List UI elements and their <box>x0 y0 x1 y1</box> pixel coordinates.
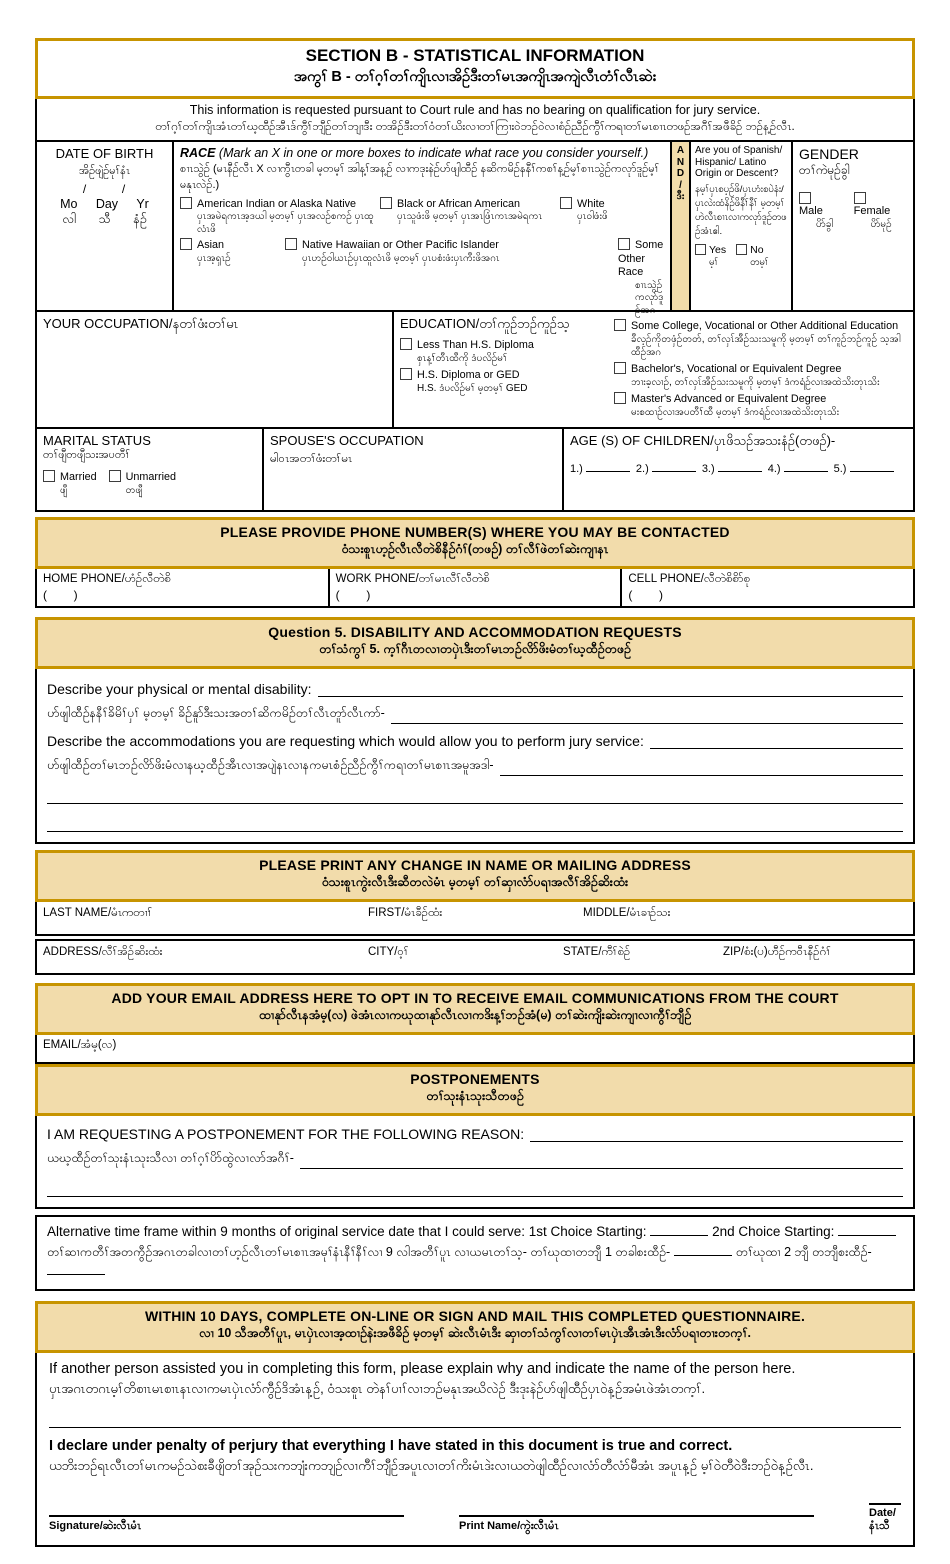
hispanic-origin-cell <box>691 142 791 310</box>
checkbox-black-african-american[interactable] <box>380 197 392 209</box>
married-label: Married <box>60 471 97 483</box>
stats-row-2 <box>37 310 913 427</box>
notice-box <box>35 99 915 142</box>
date-of-birth-cell <box>37 142 172 310</box>
education-left-column <box>394 312 612 427</box>
alternative-text-karen-2: တၢ်ဃုထၢ 2 ဘျီ တဘျီစးထီဉ်- <box>735 1244 872 1259</box>
dob-units-karen <box>43 212 166 230</box>
hispanic-no-option <box>736 244 769 270</box>
education-label: EDUCATION/တၢ်ကူဉ်ဘဉ်ကူဉ်သ့ <box>400 316 570 331</box>
race-option-label-karen: ပှၤဟဉ်ဝါယၤဉ်ပှၤထူလံၤဖိ မ့တမ့ၢ် ပှၤပစံးဖံးပှၤကီးဖိအဂၤ <box>302 252 500 264</box>
child-age-input-4[interactable] <box>784 458 828 472</box>
marital-options <box>43 470 256 498</box>
alternative-text-karen: တၢ်ဆၢကတီၢ်အတကွီဉ်အဂၤတခါလၢတၢ်ဟ့ဉ်လီၤတၢ်မၤစၢၤအမုၢ်နံၤနီၢ်နီၢ်လၢ 9 လါအတီၢ်ပူၤ လၢယမၤတၢ်သ့- တၢ်ဃုထၢတဘျီ 1 တခါစးထီဉ်- <box>47 1244 671 1259</box>
postponements-banner <box>35 1064 915 1116</box>
male-label-karen: ပိာ်ခွါ <box>816 219 834 230</box>
education-right-column <box>612 312 913 427</box>
checkbox-unmarried[interactable] <box>109 470 121 482</box>
spouse-occupation-cell[interactable] <box>262 429 562 510</box>
race-option-label: Asian <box>197 239 225 252</box>
no-label: No <box>750 243 764 256</box>
disability-question-karen: ဟ်ဖျါထီဉ်နနီၢ်ခိမိၢ်ပှၢ် မ့တမ့ၢ် ခိဉ်နူာ်ဒီးသးအတၢ်ဆိကမိဉ်တၢ်လီၤတူာ်လီၤကာ်- <box>47 706 385 720</box>
education-option-label-karen: ဘၢးခ့လၢဉ်, တၢ်လှၤ်အီဉ်သးသမူကို မ့တမ့ၢ် ဒံကရံဉ်လၢအထဲသိးတုၤသိး <box>631 377 880 389</box>
race-option-american-indian <box>180 197 380 236</box>
dob-input-line[interactable]: / / <box>82 182 127 196</box>
home-phone-label: HOME PHONE/ဟံဉ်လီတဲစိ <box>43 573 171 585</box>
checkbox-hispanic-no[interactable] <box>736 244 747 255</box>
jury-questionnaire-section-b <box>35 38 915 1547</box>
address-fields-row <box>35 939 915 975</box>
state-field[interactable]: STATE/ကီၢ်စဲဉ် <box>563 946 631 958</box>
race-instruction-karen: စၢၤသွဲဉ် (မၤနီဉ်လီၤ X လၢကွီၤတခါ မ့တမ့ၢ် အါန့ၢ်အန့ဉ် လၢကဒုးနဲဉ်ဟ်ဖျါထီဉ် နဆိကမိဉ်နနီၢ်ကစၢ်န့ဉ်မ့ၢ်စၢၤသွဲဉ်ကလုာ်ဒူဉ်မ့ၢ်မနုၤလဲဉ်.) <box>180 163 660 191</box>
hispanic-question-karen: နမ့ၢ်ပှၤစပ့ဉ်ဖိ/ပှၤဟံးစပဲနံး/ပှၤလဲးထံနိဉ်ဖိနီၢ်နီၢ် မ့တမ့ၢ် ဟဲလီၤစၢၤလၢကလုာ်ဒူဉ်တဖဉ်အံၤဧါ. <box>695 183 787 238</box>
first-choice-input-karen[interactable] <box>674 1242 732 1256</box>
print-name-field[interactable] <box>459 1515 814 1535</box>
accommodation-question: Describe the accommodations you are requesting which would allow you to perform jury service: <box>47 733 644 749</box>
gender-label: GENDER <box>799 146 859 162</box>
marital-label: MARITAL STATUS <box>43 433 151 448</box>
accommodation-writein-line[interactable] <box>650 735 903 749</box>
gender-cell <box>791 142 913 310</box>
section-title-karen: အကွၢ် B - တၢ်ဂ့ၢ်တၢ်ကျိၤလၢအိဉ်ဒီးတၢ်မၤအကျိၤအကျဲလီၤတံၢ်လီၤဆဲး <box>293 69 657 85</box>
postponements-banner-text: POSTPONEMENTS <box>410 1071 540 1087</box>
education-option-label: H.S. Diploma or GED <box>417 369 520 382</box>
race-options-row-2 <box>180 238 664 317</box>
alternative-text: Alternative time frame within 9 months of original service date that I could serve: 1st Choice Starting: <box>47 1224 647 1239</box>
occupation-cell[interactable] <box>37 312 392 427</box>
city-field[interactable]: CITY/ဝ့ၢ် <box>368 946 409 958</box>
child-age-input-3[interactable] <box>718 458 762 472</box>
gender-options <box>799 192 907 232</box>
checkbox-some-college[interactable] <box>614 319 626 331</box>
children-ages-cell <box>562 429 913 510</box>
stats-row-1 <box>37 142 913 316</box>
postponement-writein-line-karen[interactable] <box>300 1155 903 1169</box>
female-label-karen: ပိာ်မုဉ် <box>870 219 892 230</box>
and-divider-column <box>670 142 691 310</box>
declaration-box <box>35 1353 915 1547</box>
checkbox-some-other-race[interactable] <box>618 238 630 250</box>
education-option-label: Master's Advanced or Equivalent Degree <box>631 393 827 406</box>
email-banner <box>35 983 915 1035</box>
children-age-slots <box>570 458 907 475</box>
assistance-text-karen: ပှၤအဂၤတဂၤမ့ၢ်တိစၢၤမၤစၢၤနၤလၢကမၤပှဲၤလံာ်ကွီဉ်ဒိအံၤန့ဉ်, ဝံသးစူၤ တဲနၢ်ပၢၢ်လၢဘဉ်မနုၤအဃိလဲဉ် ဒီးဒုးနဲဉ်ဟ်ဖျါထီဉ်ပှၤဝဲန့ဉ်အမံၤဖဲအံၤတက့ၢ်. <box>49 1380 706 1396</box>
unmarried-label-karen: တဖျီ <box>125 485 143 496</box>
education-option-label-karen: စှၤန့ၢ်တီၤထီကို ဒံပလိဉ်မၢ် <box>417 353 508 365</box>
work-phone-field[interactable] <box>328 569 621 606</box>
date-field[interactable] <box>869 1503 901 1535</box>
accommodation-question-line <box>47 733 903 749</box>
and-letter: A <box>676 145 685 156</box>
education-option-masters <box>614 392 907 419</box>
disability-box <box>35 669 915 844</box>
section-b-header <box>35 38 915 99</box>
signature-label: Signature/ဆဲးလီၤမံၤ <box>49 1519 142 1532</box>
statistical-table <box>35 142 915 512</box>
first-name-field[interactable]: FIRST/မံၤခီဉ်ထံး <box>368 907 443 919</box>
checkbox-native-hawaiian[interactable] <box>285 238 297 250</box>
date-line[interactable] <box>869 1503 901 1505</box>
checkbox-female[interactable] <box>854 192 866 204</box>
race-option-hawaiian-pacific <box>285 238 550 317</box>
ten-days-banner-text: WITHIN 10 DAYS, COMPLETE ON-LINE OR SIGN AND MAIL THIS COMPLETED QUESTIONNAIRE. <box>144 1307 806 1324</box>
marital-status-cell <box>37 429 262 510</box>
education-option-label: Some College, Vocational or Other Additional Education <box>631 320 899 332</box>
race-option-label: American Indian or Alaska Native <box>197 198 357 210</box>
cell-phone-input[interactable]: ( ) <box>628 588 664 602</box>
dob-unit-day-karen: သီ <box>98 212 111 226</box>
no-label-karen: တမ့ၢ် <box>750 256 769 268</box>
cell-phone-label: CELL PHONE/လီတဲစိစိာ်စု <box>628 573 751 585</box>
email-label: EMAIL/အံမ့(လ) <box>43 1039 117 1051</box>
checkbox-less-than-hs[interactable] <box>400 338 412 350</box>
race-option-label: Black or African American <box>397 198 521 210</box>
race-option-label-karen: ပှၤသူဖံးဖိ မ့တမ့ၢ် ပှၤအၤဖြံၤကၤအမဲရကၤ <box>397 211 543 223</box>
race-option-label-karen: ပှၤအမဲရကၤအ့ဒယါ မ့တမ့ၢ် ပှၤအလဉ်စကဉ် ပှၤထူလံၤဖိ <box>197 211 374 235</box>
signature-row <box>49 1503 901 1535</box>
education-option-less-than-hs <box>400 338 608 365</box>
child-age-slot-3: 3.) <box>702 458 762 475</box>
child-age-input-2[interactable] <box>652 458 696 472</box>
dob-unit-year-karen: နံဉ် <box>133 212 147 226</box>
race-cell <box>172 142 670 316</box>
stats-row-3 <box>37 427 913 510</box>
perjury-declaration: I declare under penalty of perjury that everything I have stated in this document is true and correct. <box>49 1437 733 1454</box>
spouse-label: SPOUSE'S OCCUPATION <box>270 433 424 448</box>
checkbox-asian[interactable] <box>180 238 192 250</box>
race-option-label: Native Hawaiian or Other Pacific Islander <box>302 239 499 252</box>
race-option-label-karen: ပှၤဝါဖံးဖိ <box>577 211 608 223</box>
children-label: AGE (S) OF CHILDREN/ပှၤဖိသဉ်အသးနံဉ်(တဖဉ်)- <box>570 433 836 448</box>
hispanic-yes-no <box>695 244 787 270</box>
education-cell <box>392 312 913 427</box>
male-label: Male <box>799 205 823 217</box>
question5-banner-text-karen: တၢ်သံကွၢ် 5. က့ၢ်ဂီၤတလၢတပှဲၤဒီးတၢ်မၤဘဉ်လိာ်ဖိးမံတၢ်ဃ့ထီဉ်တဖဉ် <box>319 642 631 656</box>
cell-phone-field[interactable] <box>620 569 913 606</box>
email-field[interactable] <box>35 1035 915 1064</box>
checkbox-american-indian[interactable] <box>180 197 192 209</box>
middle-name-field[interactable]: MIDDLE/မံၤခၢဉ်သး <box>583 907 671 919</box>
education-option-label: Less Than H.S. Diploma <box>417 339 534 351</box>
postponement-box <box>35 1116 915 1209</box>
last-name-field[interactable]: LAST NAME/မံၤကတၢၢ် <box>43 907 153 919</box>
dob-units-en <box>43 197 166 211</box>
race-label: RACE <box>180 146 216 160</box>
child-age-slot-2: 2.) <box>636 458 696 475</box>
email-banner-text-karen: ထၢနုာ်လီၤနအံမ့(လ) ဖဲအံၤလၢကဃုထၢနုာ်လီၤလၢကဒိးန့ၢ်ဘဉ်အံ(မ) တၢ်ဆဲးကျိးဆဲးကျၢလၢကွီၢ်ဘျီဉ် <box>258 1008 692 1022</box>
and-letter: / <box>679 179 682 191</box>
dob-unit-month: Mo <box>60 197 78 211</box>
child-age-input-5[interactable] <box>850 458 894 472</box>
yes-label-karen: မ့ၢ် <box>709 256 719 268</box>
female-label: Female <box>853 205 891 217</box>
gender-label-karen: တၢ်ကဲမုဉ်ခွါ <box>799 163 850 177</box>
address-field[interactable]: ADDRESS/လီၢ်အိဉ်ဆိးထံး <box>43 946 163 958</box>
disability-question-line <box>47 681 903 697</box>
alternative-timeframe-box <box>35 1215 915 1291</box>
child-age-slot-5: 5.) <box>834 458 894 475</box>
zip-field[interactable]: ZIP/စံး(ပ)ဟီဉ်ကဝီၤနီဉ်ဂံၢ် <box>723 946 832 958</box>
checkbox-married[interactable] <box>43 470 55 482</box>
print-name-label: Print Name/ကွဲးလီၤမံၤ <box>459 1519 559 1532</box>
dob-label: DATE OF BIRTH <box>55 146 154 161</box>
married-option <box>43 470 97 498</box>
dob-unit-year: Yr <box>136 197 149 211</box>
disability-question: Describe your physical or mental disability: <box>47 681 312 697</box>
race-option-asian <box>180 238 285 317</box>
dob-unit-day: Day <box>95 197 119 211</box>
name-change-banner <box>35 850 915 902</box>
education-option-some-college <box>614 319 907 359</box>
dob-unit-month-karen: လါ <box>62 212 77 226</box>
marital-label-karen: တၢ်ဖျီတဖျီသးအပတီၢ် <box>43 449 131 461</box>
extra-writein-line-2[interactable] <box>47 816 903 832</box>
hispanic-yes-option <box>695 244 726 270</box>
education-option-label: Bachelor's, Vocational or Equivalent Degree <box>631 363 842 376</box>
disability-writein-line[interactable] <box>318 683 903 697</box>
accommodation-question-karen: ဟ်ဖျါထီဉ်တၢ်မၤဘဉ်လိာ်ဖိးမံလၢနဃ့ထီဉ်အီၤလၢအပျဲနၤလၢနကမၤစံဉ်ညီဉ်ကွီၢ်ကရၢတၢ်မၤစၢၤအမူအဒါ- <box>47 758 494 772</box>
gender-female-option <box>854 192 907 232</box>
ten-days-banner <box>35 1301 915 1353</box>
question5-banner <box>35 617 915 669</box>
yes-label: Yes <box>709 243 727 256</box>
home-phone-field[interactable] <box>37 569 328 606</box>
work-phone-label: WORK PHONE/တၢ်မၤလီၢ်လီတဲစိ <box>335 573 490 585</box>
postponement-reason: I AM REQUESTING A POSTPONEMENT FOR THE FOLLOWING REASON: <box>47 1126 525 1142</box>
name-fields-row <box>35 902 915 936</box>
hispanic-question: Are you of Spanish/ Hispanic/ Latino Origin or Descent? <box>695 145 783 179</box>
education-option-label-karen: H.S. ဒံပလိဉ်မၢ် မ့တမ့ၢ် GED <box>417 383 528 395</box>
unmarried-option <box>109 470 176 498</box>
accommodation-question-line-karen <box>47 758 903 776</box>
notice-text: This information is requested pursuant to Court rule and has no bearing on qualification for jury service. <box>189 103 761 117</box>
race-instruction: (Mark an X in one or more boxes to indicate what race you consider yourself.) <box>218 146 649 160</box>
checkbox-hs-diploma-ged[interactable] <box>400 368 412 380</box>
name-change-banner-text-karen: ဝံသးစူၤကွဲးလီၤဒီးဆီတလဲမံၤ မ့တမ့ၢ် တၢ်ဆှၢလံာ်ပရၢအလီၢ်အိဉ်ဆိးထံး <box>321 875 629 889</box>
postponement-writein-line[interactable] <box>530 1128 903 1142</box>
work-phone-input[interactable]: ( ) <box>335 588 371 602</box>
notice-text-karen: တၢ်ဂ့ၢ်တၢ်ကျိၤအံၤတၢ်ဃ့ထီဉ်အီၤဒ်ကွီၢ်ဘျီဉ်တၢ်ဘျၢဒီး တအိဉ်ဒီးတၢ်ဝံတၢ်ယိးလၢတၢ်ကြၢးဝဲဘဉ်ဝဲလၢစံဉ်ညီဉ်ကွီၢ်ကရၢတၢ်မၤစၢၤတဖဉ်အဂီၢ်အဖီခိဉ် ဘဉ်န့ဉ်လီၤ. <box>155 121 795 133</box>
checkbox-masters[interactable] <box>614 392 626 404</box>
race-options-row-1 <box>180 197 664 236</box>
accommodation-writein-line-karen[interactable] <box>500 762 904 776</box>
disability-question-line-karen <box>47 706 903 724</box>
assistance-text: If another person assisted you in completing this form, please explain why and indicate the name of the person here. <box>49 1360 796 1377</box>
postponements-banner-text-karen: တၢ်သုးနံၤသုးသီတဖဉ် <box>426 1089 524 1103</box>
dob-label-karen: အိဉ်ဖျဲဉ်မုၢ်နံၤ <box>78 165 130 177</box>
phone-banner-text: PLEASE PROVIDE PHONE NUMBER(S) WHERE YOU MAY BE CONTACTED <box>220 524 730 540</box>
race-header <box>180 146 664 160</box>
and-letter: D <box>676 168 685 179</box>
and-letter: N <box>676 156 685 168</box>
date-label: Date/နံၤသီ <box>869 1506 896 1532</box>
race-option-label: White <box>577 198 605 210</box>
postponement-reason-line <box>47 1126 903 1142</box>
ten-days-banner-text-karen: လၢ 10 သီအတီၢ်ပူၤ, မၤပှဲၤလၢအ့ထၢဉ်နဲးအဖီခိဉ် မ့တမ့ၢ် ဆဲးလီၤမံၤဒီး ဆှၢတၢ်သံကွၢ်လၢတၢ်မၤပှဲၤအီၤအံၤဒီးလံာ်ပရၢတၢးတက့ၢ်. <box>198 1325 752 1340</box>
section-title: SECTION B - STATISTICAL INFORMATION <box>305 46 645 65</box>
checkbox-white[interactable] <box>560 197 572 209</box>
child-age-slot-1: 1.) <box>570 458 630 475</box>
postponement-reason-line-karen <box>47 1151 903 1169</box>
phone-banner-text-karen: ဝံသးစူၤဟ့ဉ်လီၤလီတဲစိနီဉ်ဂံၢ်(တဖဉ်) တၢ်လီၢ်ဖဲတၢ်ဆဲးကျၢနၤ <box>341 542 609 556</box>
assistance-writein-line[interactable] <box>49 1412 901 1428</box>
and-karen: ဒီး <box>676 191 685 202</box>
second-choice-input-karen[interactable] <box>47 1261 105 1275</box>
occupation-label: YOUR OCCUPATION/နတၢ်ဖံးတၢ်မၤ <box>43 316 239 331</box>
print-name-line[interactable] <box>459 1515 814 1517</box>
checkbox-male[interactable] <box>799 192 811 204</box>
race-option-label-karen: ပှၤအ့ၡၤဉ် <box>197 252 231 264</box>
postponement-extra-line[interactable] <box>47 1181 903 1197</box>
name-change-banner-text: PLEASE PRINT ANY CHANGE IN NAME OR MAILING ADDRESS <box>259 857 691 873</box>
perjury-declaration-karen: ယဘိးဘဉ်ရၤလီၤတၢ်မၤကမဉ်သဲစးခီဖျိတၢ်အုဉ်သးကဘျံးကဘျဉ်လၢကီၢ်ဘျီဉ်အပူၤလၢတၢ်ကိးမံၤဒဲးလၢယတဲဖျါထီဉ်လၢလံာ်တီလံာ်မီအံၤ အပူၤန့ဉ် မ့ၢ်ဝဲတီဝဲဒီးဘဉ်ဝဲန့ဉ်လီၤ. <box>49 1457 814 1473</box>
phone-fields-row <box>35 569 915 608</box>
race-option-label: Some Other Race <box>618 239 664 279</box>
signature-line[interactable] <box>49 1515 404 1517</box>
phone-banner <box>35 517 915 569</box>
gender-male-option <box>799 192 840 232</box>
signature-field[interactable] <box>49 1515 404 1535</box>
race-option-white <box>560 197 664 236</box>
disability-writein-line-karen[interactable] <box>391 710 903 724</box>
checkbox-bachelors[interactable] <box>614 362 626 374</box>
email-banner-text: ADD YOUR EMAIL ADDRESS HERE TO OPT IN TO RECEIVE EMAIL COMMUNICATIONS FROM THE COURT <box>111 990 839 1006</box>
spouse-label-karen: မါဝၤအတၢ်ဖံးတၢ်မၤ <box>270 453 353 465</box>
married-label-karen: ဖျီ <box>60 485 68 496</box>
child-age-input-1[interactable] <box>586 458 630 472</box>
race-option-black <box>380 197 560 236</box>
education-option-label-karen: ခီလ့ဉ်ကိုတဖှံဉ်တတ်, တၢ်လှၤ်အီဉ်သးသမူကို မ့တမ့ၢ် တၢ်ကူဉ်ဘဉ်ကူဉ် သ့အါထီဉ်အဂ <box>631 334 901 359</box>
question5-banner-text: Question 5. DISABILITY AND ACCOMMODATION REQUESTS <box>268 624 682 640</box>
race-option-other <box>550 238 664 317</box>
race-option-label-karen: စၢၤသွဲဉ်ကလုာ်ဒူဉ်အဂ <box>635 279 664 316</box>
child-age-slot-4: 4.) <box>768 458 828 475</box>
unmarried-label: Unmarried <box>125 471 177 483</box>
extra-writein-line-1[interactable] <box>47 788 903 804</box>
education-option-bachelors <box>614 362 907 389</box>
education-option-hs-diploma <box>400 368 608 395</box>
home-phone-input[interactable]: ( ) <box>43 588 78 602</box>
education-option-label-karen: မးစထၢဉ်လၢအပတီၢ်ထီ မ့တမ့ၢ် ဒံကရံဉ်လၢအထဲသိးတုၤသိး <box>631 407 840 419</box>
second-choice-input[interactable] <box>838 1222 896 1236</box>
alternative-text-2: 2nd Choice Starting: <box>712 1224 835 1239</box>
checkbox-hispanic-yes[interactable] <box>695 244 706 255</box>
postponement-reason-karen: ယဃ့ထီဉ်တၢ်သုးနံၤသုးသီလၢ တၢ်ဂ့ၢ်ပိာ်ထွဲလၢလာ်အဂီၢ်- <box>47 1151 294 1165</box>
first-choice-input[interactable] <box>650 1222 708 1236</box>
